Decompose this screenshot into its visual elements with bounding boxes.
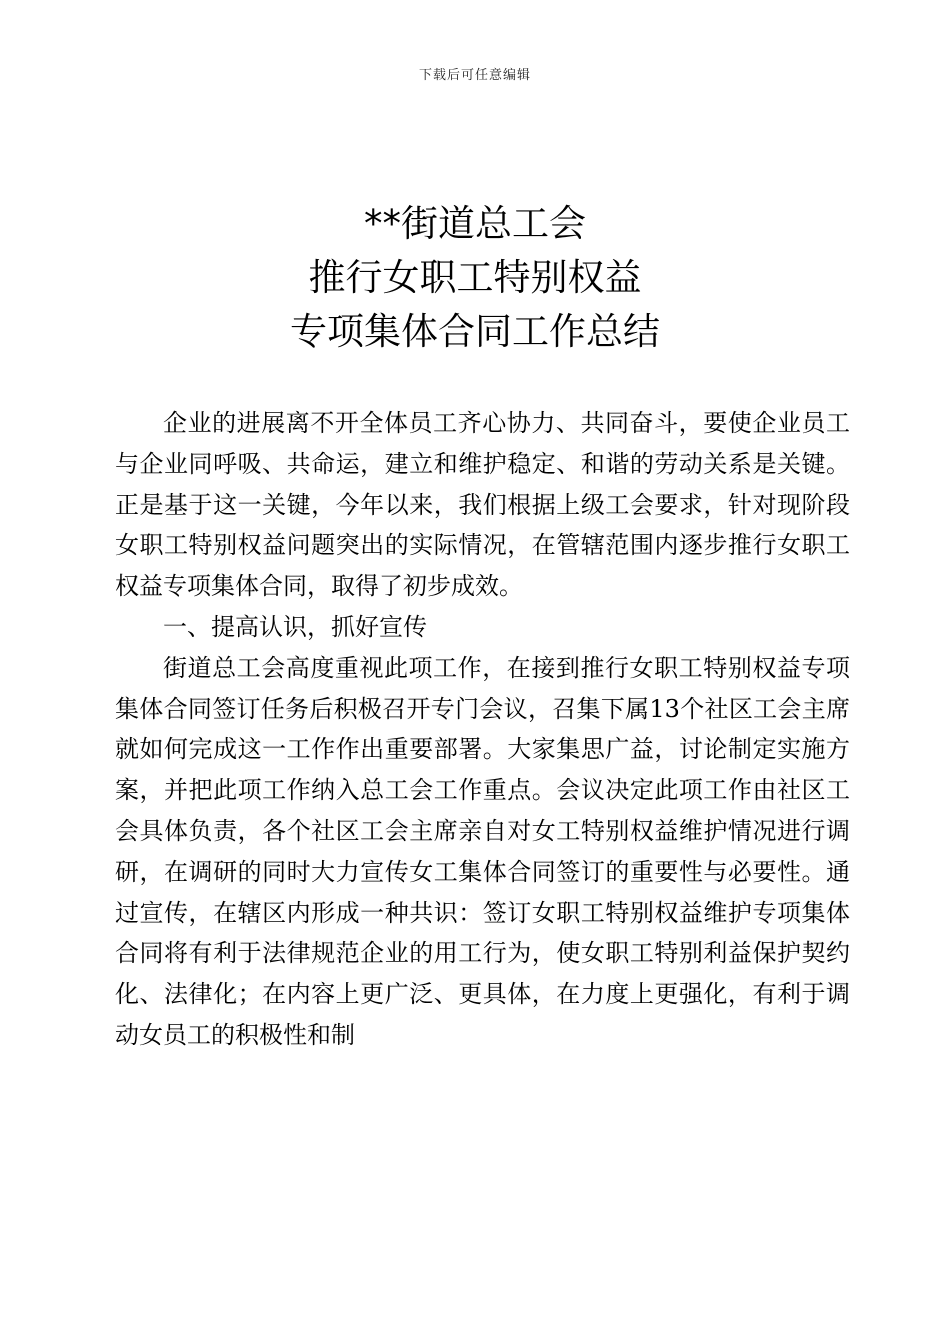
paragraph-intro: 企业的进展离不开全体员工齐心协力、共同奋斗，要使企业员工与企业同呼吸、共命运，建立和维护稳定、和谐的劳动关系是关键。正是基于这一关键，今年以来，我们根据上级工会要求，针对现阶段女职工特别权益问题突出的实际情况，在管辖范围内逐步推行女职工权益专项集体合同，取得了初步成效。 xyxy=(115,409,850,601)
header-note: 下载后可任意编辑 xyxy=(418,68,531,83)
paragraph-section-1: 街道总工会高度重视此项工作，在接到推行女职工特别权益专项集体合同签订任务后积极召开专门会议，召集下属13个社区工会主席就如何完成这一工作作出重要部署。大家集思广益，讨论制定实施方案，并把此项工作纳入总工会工作重点。会议决定此项工作由社区工会具体负责，各个社区工会主席亲自对女工特别权益维护情况进行调研，在调研的同时大力宣传女工集体合同签订的重要性与必要性。通过宣传，在辖区内形成一种共识：签订女职工特别权益维护专项集体合同将有利于法律规范企业的用工行为，使女职工特别利益保护契约化、法律化；在内容上更广泛、更具体，在力度上更强化，有利于调动女员工的积极性和制 xyxy=(115,653,850,1049)
title-line-2: 推行女职工特别权益 xyxy=(308,256,642,299)
document-body xyxy=(115,403,850,1056)
title-line-1: **街道总工会 xyxy=(364,202,586,245)
section-heading-1: 一、提高认识，抓好宣传 xyxy=(163,612,427,641)
document-title xyxy=(0,197,950,359)
title-line-3: 专项集体合同工作总结 xyxy=(290,310,660,353)
